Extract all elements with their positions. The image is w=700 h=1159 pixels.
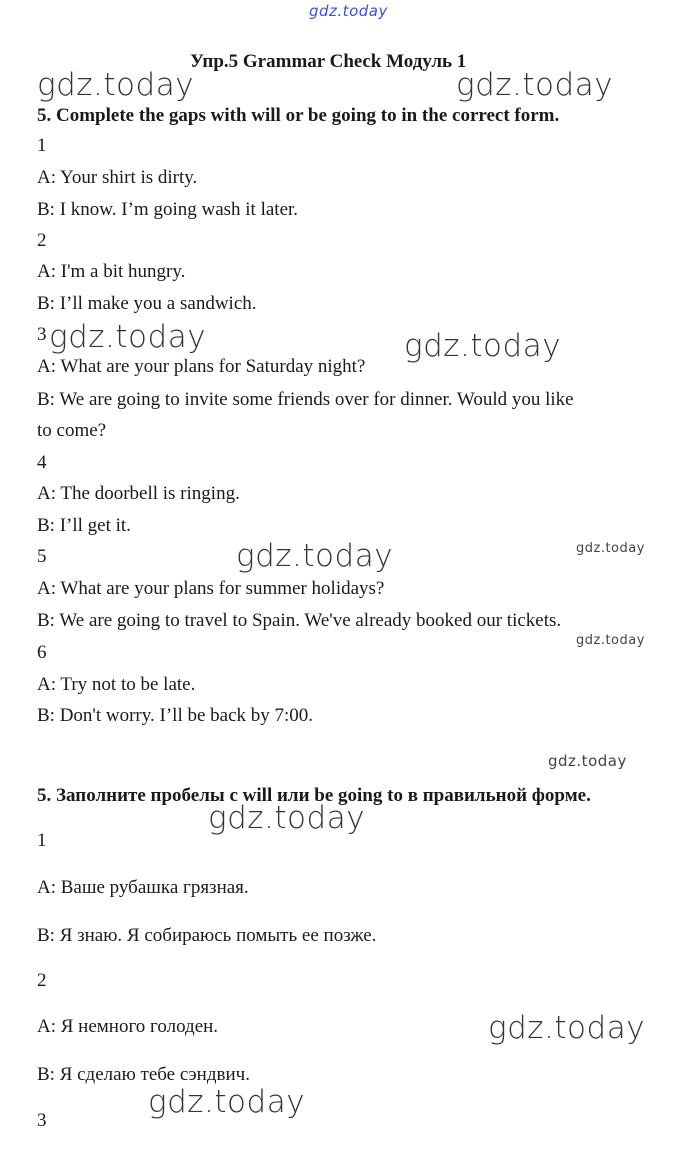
ru-item-number: 1 <box>37 830 47 851</box>
watermark: gdz.today <box>488 1010 646 1046</box>
ru-instruction: 5. Заполните пробелы с will или be going to в правильной форме. <box>37 785 591 806</box>
watermark: gdz.today <box>576 541 645 556</box>
en-item-number: 4 <box>37 452 47 473</box>
en-item-line: A: Your shirt is dirty. <box>37 167 198 188</box>
ru-item-line: A: Ваше рубашка грязная. <box>37 877 249 898</box>
en-instruction: 5. Complete the gaps with will or be going to in the correct form. <box>37 105 560 126</box>
watermark: gdz.today <box>37 67 195 103</box>
en-item-line: A: Try not to be late. <box>37 674 196 695</box>
en-item-line: A: What are your plans for Saturday night? <box>37 356 366 377</box>
ru-item-line: B: Я знаю. Я собираюсь помыть ее позже. <box>37 925 377 946</box>
en-item-line: B: Don't worry. I’ll be back by 7:00. <box>37 705 314 726</box>
en-item-number: 5 <box>37 546 47 567</box>
en-item-line: A: I'm a bit hungry. <box>37 261 186 282</box>
ru-item-line: B: Я сделаю тебе сэндвич. <box>37 1064 250 1085</box>
watermark: gdz.today <box>49 319 207 355</box>
ru-item-number: 3 <box>37 1110 47 1131</box>
ru-item-number: 2 <box>37 970 47 991</box>
en-item-line: B: We are going to invite some friends over for dinner. Would you like <box>37 389 574 410</box>
en-item-line: to come? <box>37 420 107 441</box>
ru-item-line: A: Я немного голоден. <box>37 1016 219 1037</box>
watermark: gdz.today <box>456 67 614 103</box>
watermark: gdz.today <box>236 538 394 574</box>
en-item-number: 2 <box>37 230 47 251</box>
en-item-number: 6 <box>37 642 47 663</box>
watermark: gdz.today <box>404 328 562 364</box>
en-item-line: A: The doorbell is ringing. <box>37 483 240 504</box>
en-item-number: 3 <box>37 324 47 345</box>
watermark: gdz.today <box>576 633 645 648</box>
watermark: gdz.today <box>148 1084 306 1120</box>
en-item-number: 1 <box>37 135 47 156</box>
en-item-line: B: We are going to travel to Spain. We've already booked our tickets. <box>37 610 562 631</box>
en-item-line: A: What are your plans for summer holidays? <box>37 578 385 599</box>
watermark: gdz.today <box>208 800 366 836</box>
en-item-line: B: I know. I’m going wash it later. <box>37 199 299 220</box>
en-item-line: B: I’ll make you a sandwich. <box>37 293 257 314</box>
site-logo[interactable]: gdz.today <box>309 2 388 20</box>
page-title: Упр.5 Grammar Check Модуль 1 <box>190 51 467 72</box>
watermark: gdz.today <box>548 752 627 770</box>
en-item-line: B: I’ll get it. <box>37 515 131 536</box>
